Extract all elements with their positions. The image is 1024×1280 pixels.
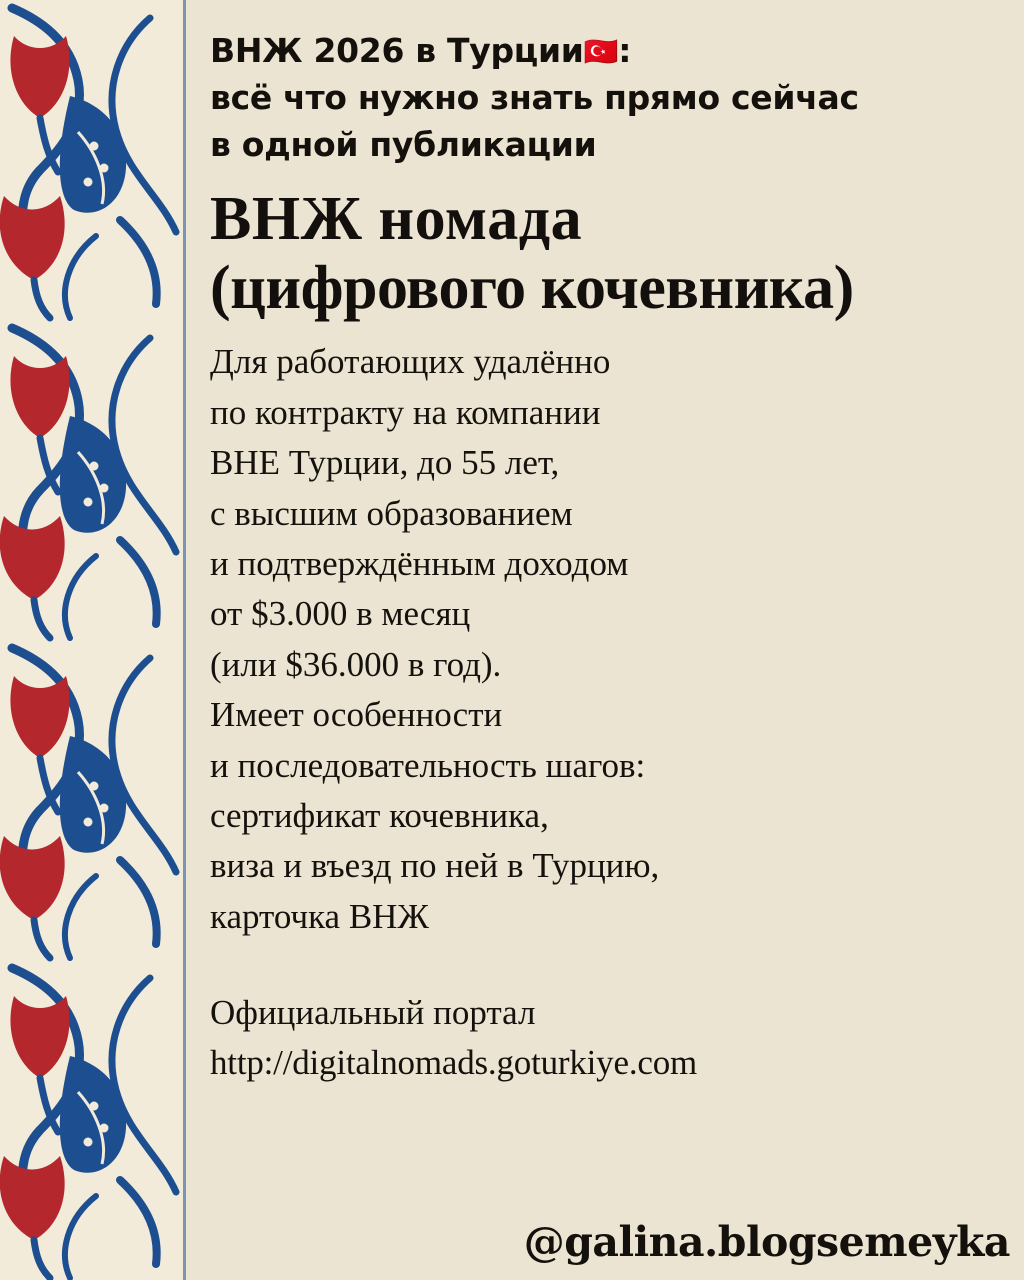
body-line: и подтверждённым доходом [210, 544, 629, 584]
body-line: сертификат кочевника, [210, 795, 549, 835]
body-line: с высшим образованием [210, 493, 573, 533]
body-text [210, 337, 1006, 942]
author-handle: @galina.blogsemeyka [523, 1218, 1010, 1266]
kicker-line-1 [210, 28, 1006, 75]
kicker-line-2: всё что нужно знать прямо сейчас [210, 77, 859, 117]
kicker-colon: : [618, 31, 632, 70]
body-line: и последовательность шагов: [210, 745, 646, 785]
headline-line-1: ВНЖ номада [210, 184, 583, 253]
kicker-line-3: в одной публикации [210, 124, 597, 164]
portal-label: Официальный портал [210, 993, 536, 1033]
body-line: (или $36.000 в год). [210, 644, 502, 684]
body-line: виза и въезд по ней в Турцию, [210, 846, 660, 886]
headline-line-2: (цифрового кочевника) [210, 254, 854, 323]
body-line: карточка ВНЖ [210, 896, 429, 936]
official-portal-block [210, 988, 1006, 1087]
ornamental-border [0, 0, 186, 1280]
kicker-heading [210, 28, 1006, 169]
iznik-tulip-pattern-icon [0, 0, 186, 1280]
page-title [210, 185, 1006, 324]
body-line: ВНЕ Турции, до 55 лет, [210, 443, 560, 483]
poster-content [186, 0, 1024, 1280]
body-line: Для работающих удалённо [210, 342, 611, 382]
body-line: Имеет особенности [210, 695, 503, 735]
body-line: по контракту на компании [210, 392, 601, 432]
portal-url-link[interactable]: http://digitalnomads.goturkiye.com [210, 1042, 698, 1082]
turkey-flag-icon: 🇹🇷 [583, 35, 619, 68]
kicker-line-1-text: ВНЖ 2026 в Турции [210, 31, 584, 70]
body-line: от $3.000 в месяц [210, 594, 471, 634]
